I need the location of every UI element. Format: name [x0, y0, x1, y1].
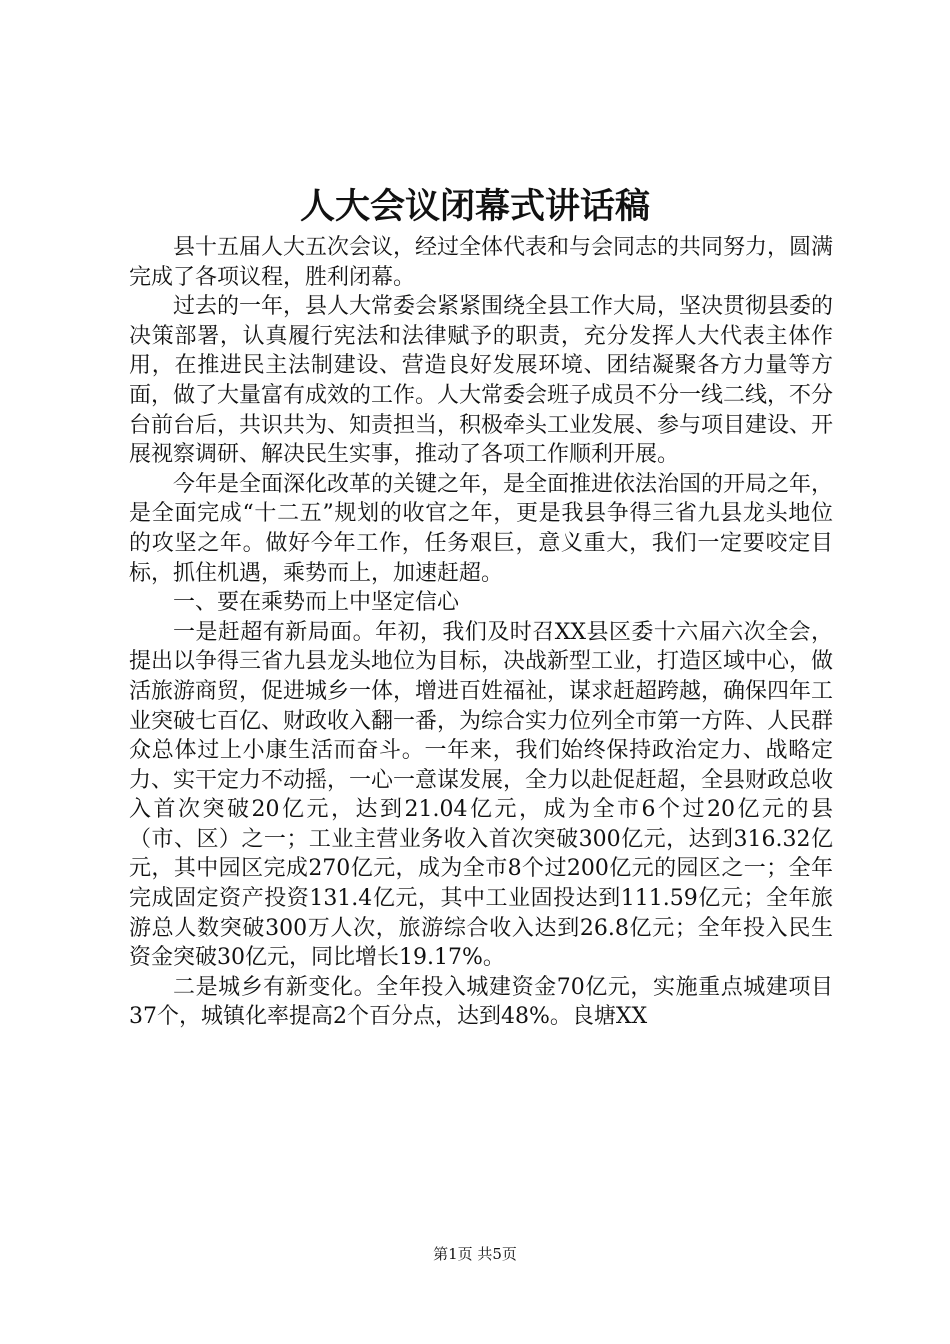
page-number-footer: 第1页 共5页: [433, 1245, 517, 1263]
paragraph-point-2: 二是城乡有新变化。全年投入城建资金70亿元，实施重点城建项目37个，城镇化率提高2个百分点，达到48%。良塘XX: [129, 974, 833, 1030]
paragraph-point-1: 一是赶超有新局面。年初，我们及时召XX县区委十六届六次全会，提出以争得三省九县龙头地位为目标，决战新型工业，打造区域中心，做活旅游商贸，促进城乡一体，增进百姓福祉，谋求赶超跨越，确保四年工业突破七百亿、财政收入翻一番，为综合实力位列全市第一方阵、人民群众总体过上小康生活而奋斗。一年来，我们始终保持政治定力、战略定力、实干定力不动摇，一心一意谋发展，全力以赴促赶超，全县财政总收入首次突破20亿元，达到21.04亿元，成为全市6个过20亿元的县（市、区）之一；工业主营业务收入首次突破300亿元，达到316.32亿元，其中园区完成270亿元，成为全市8个过200亿元的园区之一；全年完成固定资产投资131.4亿元，其中工业固投达到111.59亿元；全年旅游总人数突破300万人次，旅游综合收入达到26.8亿元；全年投入民生资金突破30亿元，同比增长19.17%。: [129, 619, 834, 971]
paragraph-this-year: 今年是全面深化改革的关键之年，是全面推进依法治国的开局之年，是全面完成“十二五”规划的收官之年，更是我县争得三省九县龙头地位的攻坚之年。做好今年工作，任务艰巨，意义重大，我们一定要咬定目标，抓住机遇，乘势而上，加速赶超。: [129, 471, 834, 586]
document-title: 人大会议闭幕式讲话稿: [299, 186, 650, 227]
paragraph-opening: 县十五届人大五次会议，经过全体代表和与会同志的共同努力，圆满完成了各项议程，胜利闭幕。: [129, 235, 834, 290]
paragraph-past-year: 过去的一年，县人大常委会紧紧围绕全县工作大局，坚决贯彻县委的决策部署，认真履行宪法和法律赋予的职责，充分发挥人大代表主体作用，在推进民主法制建设、营造良好发展环境、团结凝聚各方力量等方面，做了大量富有成效的工作。人大常委会班子成员不分一线二线，不分台前台后，共识共为、知责担当，积极牵头工业发展、参与项目建设、开展视察调研、解决民生实事，推动了各项工作顺利开展。: [129, 294, 834, 468]
document-body: [129, 233, 833, 1032]
section-heading-1: 一、要在乘势而上中坚定信心: [173, 590, 460, 616]
